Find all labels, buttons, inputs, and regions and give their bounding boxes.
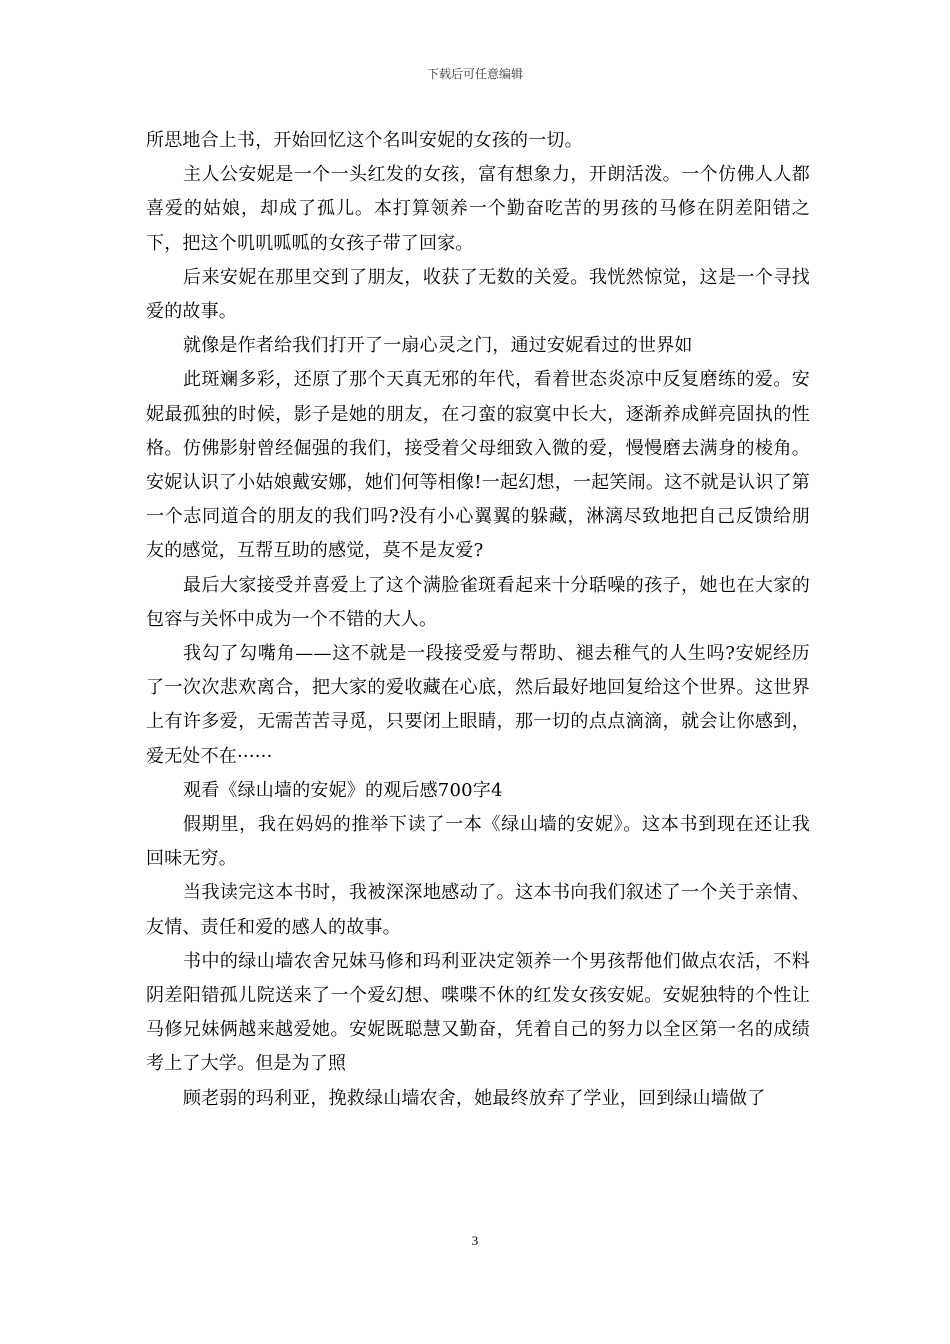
paragraph: 最后大家接受并喜爱上了这个满脸雀斑看起来十分聒噪的孩子，她也在大家的包容与关怀中成为一个不错的大人。 [146,574,810,630]
paragraph: 书中的绿山墙农舍兄妹马修和玛利亚决定领养一个男孩帮他们做点农活，不料阴差阳错孤儿院送来了一个爱幻想、喋喋不休的红发女孩安妮。安妮独特的个性让马修兄妹俩越来越爱她。安妮既聪慧又勤奋，凭着自己的努力以全区第一名的成绩考上了大学。但是为了照 [146,950,810,1075]
paragraph: 此斑斓多彩，还原了那个天真无邪的年代，看着世态炎凉中反复磨练的爱。安妮最孤独的时候，影子是她的朋友，在刁蛮的寂寞中长大，逐渐养成鲜亮固执的性格。仿佛影射曾经倔强的我们，接受着父母细致入微的爱，慢慢磨去满身的棱角。安妮认识了小姑娘戴安娜，她们何等相像!一起幻想，一起笑闹。这不就是认识了第一个志同道合的朋友的我们吗?没有小心翼翼的躲藏，淋漓尽致地把自己反馈给朋友的感觉，互帮互助的感觉，莫不是友爱? [146,369,810,562]
paragraph: 当我读完这本书时，我被深深地感动了。这本书向我们叙述了一个关于亲情、友情、责任和爱的感人的故事。 [146,882,810,938]
paragraph: 主人公安妮是一个一头红发的女孩，富有想象力，开朗活泼。一个仿佛人人都喜爱的姑娘，却成了孤儿。本打算领养一个勤奋吃苦的男孩的马修在阴差阳错之下，把这个叽叽呱呱的女孩子带了回家。 [146,164,810,254]
paragraph: 我勾了勾嘴角——这不就是一段接受爱与帮助、褪去稚气的人生吗?安妮经历了一次次悲欢离合，把大家的爱收藏在心底，然后最好地回复给这个世界。这世界上有许多爱，无需苦苦寻觅，只要闭上眼睛，那一切的点点滴滴，就会让你感到，爱无处不在······ [146,643,810,767]
paragraph: 假期里，我在妈妈的推举下读了一本《绿山墙的安妮》。这本书到现在还让我回味无穷。 [146,814,810,870]
paragraph: 所思地合上书，开始回忆这个名叫安妮的女孩的一切。 [146,130,583,151]
paragraph: 后来安妮在那里交到了朋友，收获了无数的关爱。我恍然惊觉，这是一个寻找爱的故事。 [146,266,810,323]
page-header: 下载后可任意编辑 [426,67,523,81]
paragraph: 就像是作者给我们打开了一扇心灵之门，通过安妮看过的世界如 [183,335,693,357]
paragraph: 顾老弱的玛利亚，挽救绿山墙农舍，她最终放弃了学业，回到绿山墙做了 [183,1087,766,1109]
document-body [146,124,810,1116]
page-number: 3 [471,1233,479,1248]
section-heading: 观看《绿山墙的安妮》的观后感700字4 [183,779,503,801]
